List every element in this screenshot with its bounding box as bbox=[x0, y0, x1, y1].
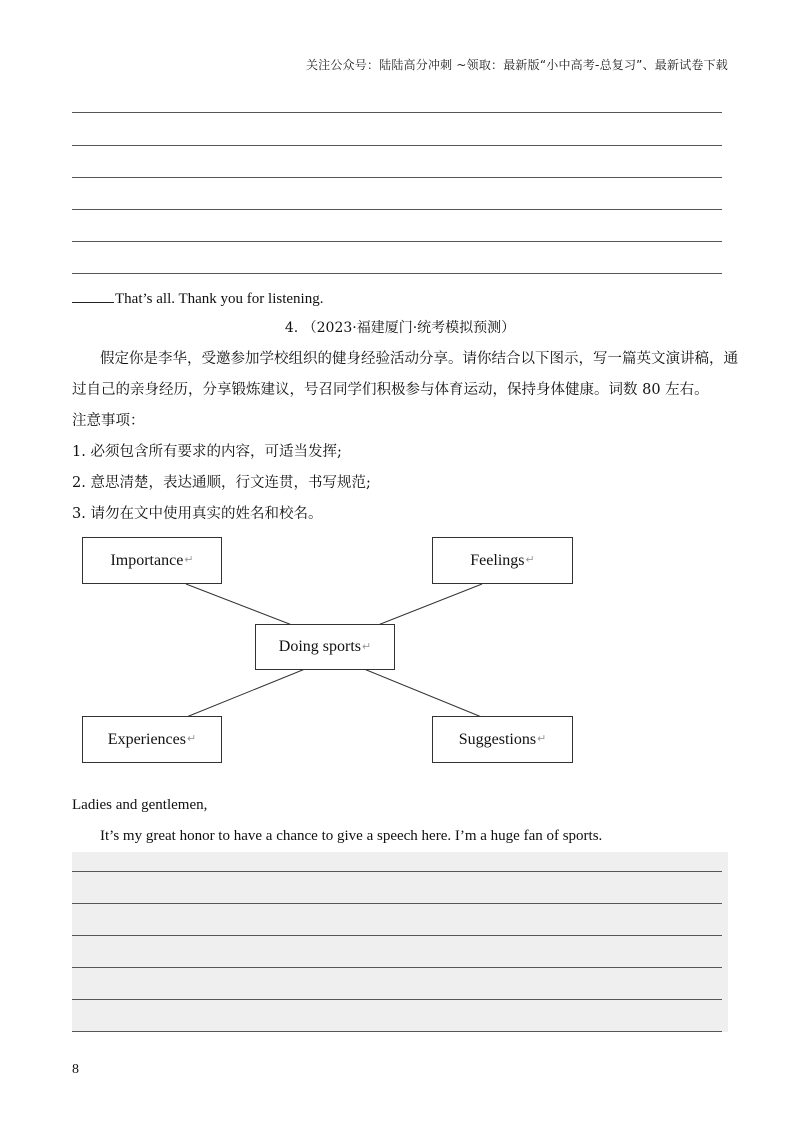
diagram-box-doing-sports bbox=[255, 624, 395, 670]
essay-salutation: Ladies and gentlemen, bbox=[72, 797, 208, 813]
return-mark-icon: ↵ bbox=[525, 554, 535, 566]
connector-feelings bbox=[378, 584, 482, 625]
box-label: Suggestions bbox=[458, 730, 537, 748]
return-mark-icon: ↵ bbox=[537, 733, 547, 745]
box-label: Feelings bbox=[470, 551, 525, 569]
writing-line bbox=[72, 903, 722, 904]
box-label: Doing sports bbox=[278, 638, 361, 655]
prompt-line-1: 假定你是李华，受邀参加学校组织的健身经验活动分享。请你结合以下图示，写一篇英文演讲稿，通 bbox=[100, 351, 738, 367]
return-mark-icon: ↵ bbox=[186, 733, 197, 745]
writing-line bbox=[72, 935, 722, 936]
writing-line bbox=[72, 999, 722, 1000]
connector-importance bbox=[186, 584, 292, 625]
closing-text: That’s all. Thank you for listening. bbox=[115, 291, 324, 307]
notes-title: 注意事项： bbox=[72, 413, 145, 429]
note-item-2: 2. 意思清楚，表达通顺，行文连贯，书写规范; bbox=[72, 475, 371, 491]
question-title: 4. （2023·福建厦门·统考模拟预测） bbox=[284, 320, 516, 336]
page-number: 8 bbox=[72, 1062, 79, 1077]
return-mark-icon: ↵ bbox=[184, 554, 194, 566]
diagram-box-feelings bbox=[432, 537, 573, 584]
box-label: Importance bbox=[110, 551, 184, 569]
connector-suggestions bbox=[364, 669, 484, 718]
prompt-line-2: 过自己的亲身经历，分享锻炼建议，号召同学们积极参与体育运动，保持身体健康。词数 80 左右。 bbox=[72, 382, 709, 398]
box-label: Experiences bbox=[107, 730, 186, 748]
connector-experiences bbox=[184, 669, 305, 718]
note-item-3: 3. 请勿在文中使用真实的姓名和校名。 bbox=[72, 506, 323, 522]
return-mark-icon: ↵ bbox=[362, 640, 372, 653]
diagram-box-suggestions bbox=[432, 716, 573, 763]
diagram-box-experiences bbox=[82, 716, 222, 763]
essay-opening: It’s my great honor to have a chance to give a speech here. I’m a huge fan of sports. bbox=[100, 828, 603, 844]
answer-area[interactable] bbox=[72, 852, 728, 1032]
note-item-1: 1. 必须包含所有要求的内容，可适当发挥; bbox=[72, 444, 342, 460]
writing-line bbox=[72, 871, 722, 872]
page-header: 关注公众号：陆陆高分冲刺 ~领取：最新版“小中高考-总复习”、最新试卷下载 bbox=[305, 58, 728, 72]
writing-line bbox=[72, 967, 722, 968]
writing-line bbox=[72, 1031, 722, 1032]
diagram-box-importance bbox=[82, 537, 222, 584]
